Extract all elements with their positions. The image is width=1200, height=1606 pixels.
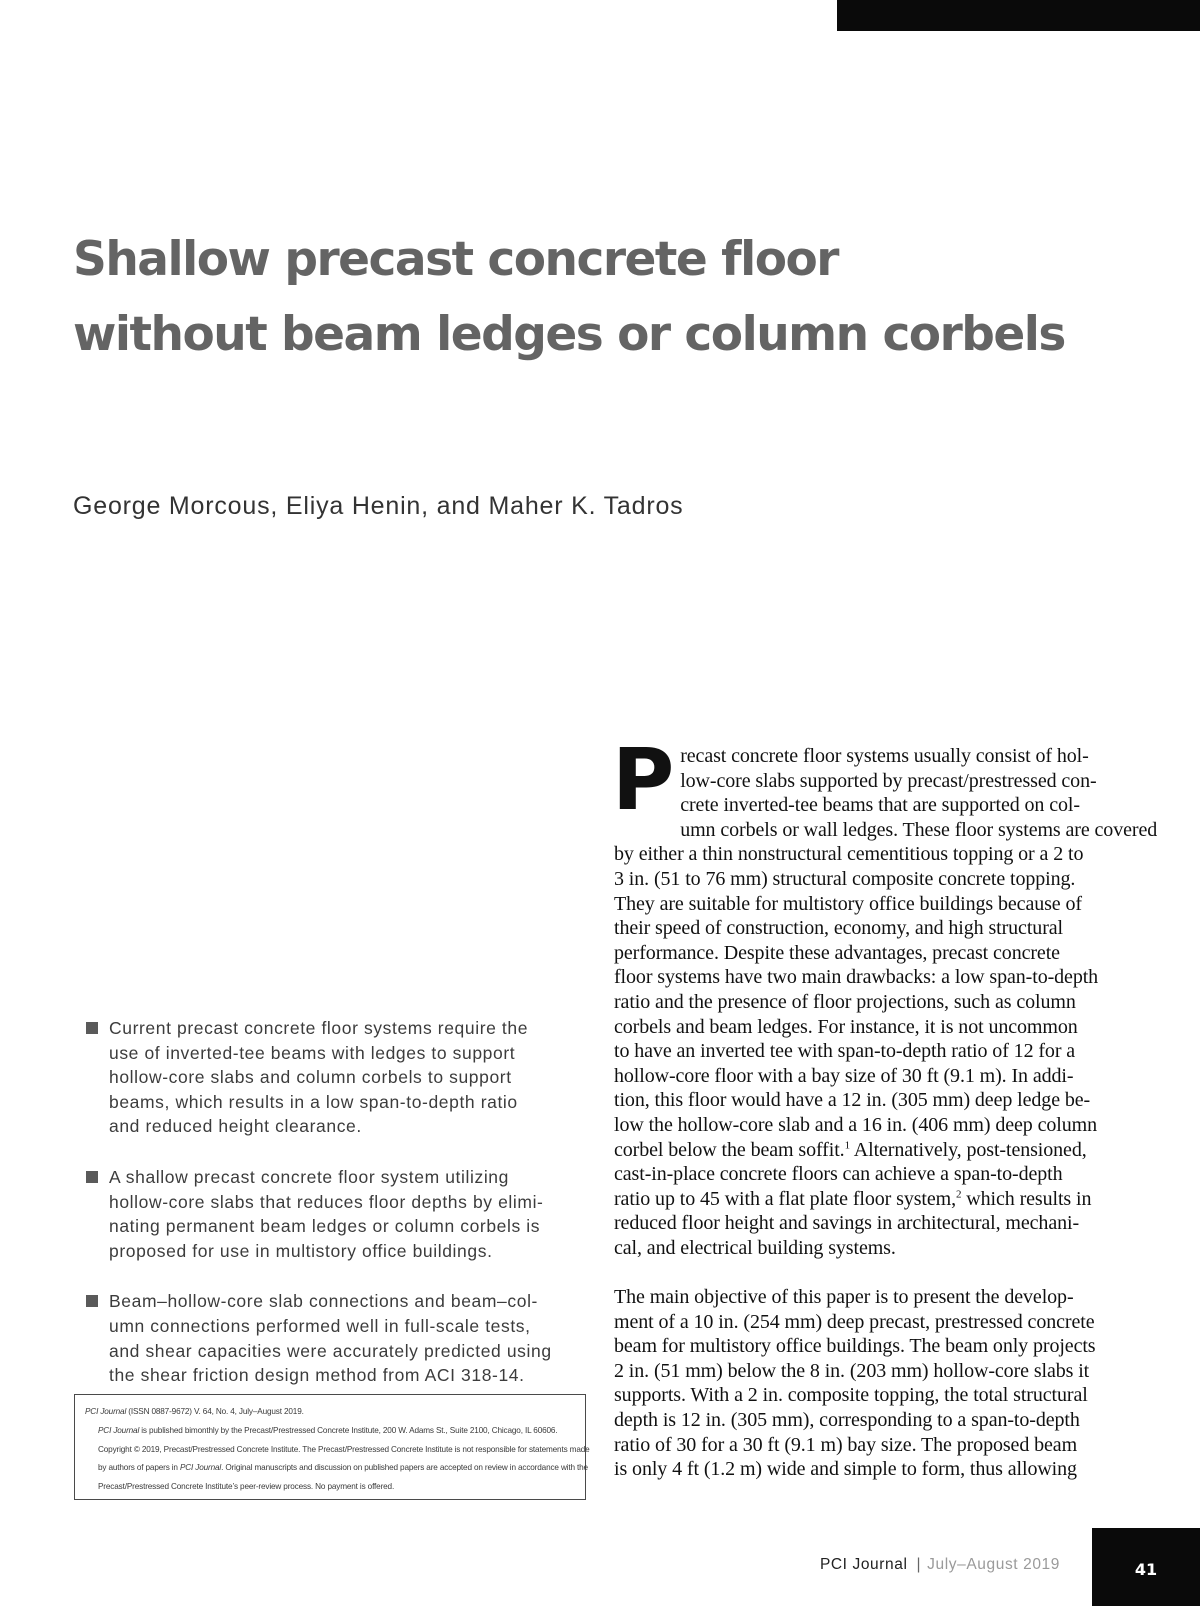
copyright-line: [85, 1403, 575, 1422]
copyright-notice: [74, 1394, 590, 1500]
body-line: their speed of construction, economy, and high structural: [614, 917, 1063, 940]
body-text: which results in: [961, 1187, 1092, 1210]
body-line: [614, 1187, 1114, 1212]
drop-cap: P: [612, 731, 675, 830]
key-point-line: proposed for use in multistory office buildings.: [109, 1240, 493, 1261]
square-bullet-icon: [86, 1171, 98, 1183]
footer-journal-name: PCI Journal: [819, 1556, 908, 1573]
body-line: ratio of 30 for a 30 ft (9.1 m) bay size. The proposed beam: [614, 1433, 1078, 1456]
body-text: Alternatively, post-tensioned,: [849, 1138, 1087, 1161]
copyright-line: [85, 1459, 588, 1478]
body-line: is only 4 ft (1.2 m) wide and simple to form, thus allowing: [614, 1458, 1077, 1481]
body-line: supports. With a 2 in. composite topping, the total structural: [614, 1384, 1088, 1407]
copyright-line: Copyright © 2019, Precast/Prestressed Concrete Institute. The Precast/Prestressed Concrete Institute is not responsible for statements made: [98, 1444, 590, 1454]
issn-text: (ISSN 0887-9672) V. 64, No. 4, July–August 2019.: [126, 1407, 304, 1416]
publisher-text: is published bimonthly by the Precast/Prestressed Concrete Institute, 200 W. Adams St., Suite 2100, Chicago, IL 60606.: [139, 1425, 558, 1435]
body-line: cal, and electrical building systems.: [614, 1236, 896, 1259]
review-text-start: by authors of papers in: [98, 1463, 180, 1473]
body-line: 3 in. (51 to 76 mm) structural composite concrete topping.: [614, 867, 1076, 890]
review-text-end: . Original manuscripts and discussion on published papers are accepted on review in accordance with the: [221, 1463, 588, 1473]
footer-issue-date: July–August 2019: [927, 1556, 1060, 1573]
reference-superscript: 1: [844, 1138, 850, 1151]
key-point-line: beams, which results in a low span-to-depth ratio: [109, 1091, 518, 1112]
body-line: floor systems have two main drawbacks: a low span-to-depth: [614, 966, 1099, 989]
body-line: crete inverted-tee beams that are supported on col-: [680, 794, 1080, 817]
key-point-line: use of inverted-tee beams with ledges to support: [109, 1042, 516, 1063]
key-point-line: Current precast concrete floor systems require the: [109, 1018, 529, 1038]
body-line: low the hollow-core slab and a 16 in. (406 mm) deep column: [614, 1113, 1097, 1136]
body-text: corbel below the beam soffit.: [614, 1138, 845, 1161]
key-point-line: the shear friction design method from ACI 318-14.: [109, 1365, 525, 1386]
body-line: tion, this floor would have a 12 in. (305 mm) deep ledge be-: [614, 1089, 1091, 1112]
key-point-item: [86, 1165, 586, 1263]
key-point-line: nating permanent beam ledges or column corbels is: [109, 1216, 541, 1237]
body-line: umn corbels or wall ledges. These floor systems are covered: [680, 818, 1158, 841]
page-footer: [820, 1556, 1060, 1574]
body-line: recast concrete floor systems usually consist of hol-: [680, 745, 1089, 767]
article-body: [612, 731, 1158, 1482]
body-line: ratio and the presence of floor projections, such as column: [614, 990, 1076, 1013]
body-line: The main objective of this paper is to present the develop-: [614, 1286, 1074, 1309]
body-line: to have an inverted tee with span-to-depth ratio of 12 for a: [614, 1040, 1076, 1063]
body-line: hollow-core floor with a bay size of 30 ft (9.1 m). In addi-: [614, 1064, 1074, 1087]
top-decorative-bar: [837, 0, 1200, 31]
body-text: ratio up to 45 with a flat plate floor system,: [614, 1187, 956, 1210]
key-point-line: hollow-core slabs and column corbels to support: [109, 1067, 512, 1088]
body-line: low-core slabs supported by precast/prestressed con-: [680, 769, 1097, 792]
key-point-line: umn connections performed well in full-scale tests,: [109, 1315, 531, 1336]
body-line: depth is 12 in. (305 mm), corresponding to a span-to-depth: [614, 1409, 1080, 1432]
key-point-line: and reduced height clearance.: [109, 1116, 362, 1137]
key-point-line: Beam–hollow-core slab connections and beam–col-: [109, 1291, 538, 1312]
author-list: George Morcous, Eliya Henin, and Maher K. Tadros: [73, 492, 684, 520]
copyright-line: Precast/Prestressed Concrete Institute’s peer-review process. No payment is offered.: [98, 1482, 395, 1492]
journal-name-italic: PCI Journal: [98, 1425, 140, 1435]
body-line: 2 in. (51 mm) below the 8 in. (203 mm) hollow-core slabs it: [614, 1359, 1090, 1382]
body-line: ment of a 10 in. (254 mm) deep precast, prestressed concrete: [614, 1310, 1095, 1333]
journal-name-italic: PCI Journal: [85, 1407, 127, 1416]
key-point-item: [86, 1289, 586, 1387]
square-bullet-icon: [86, 1295, 98, 1307]
title-line-2: without beam ledges or column corbels: [73, 307, 1065, 362]
key-point-line: A shallow precast concrete floor system utilizing: [109, 1166, 509, 1187]
body-line: corbels and beam ledges. For instance, it is not uncommon: [614, 1015, 1078, 1038]
copyright-line: [85, 1422, 575, 1441]
journal-name-italic: PCI Journal: [179, 1463, 222, 1473]
key-point-line: and shear capacities were accurately predicted using: [109, 1340, 552, 1361]
body-line: reduced floor height and savings in architectural, mechani-: [614, 1212, 1080, 1235]
reference-superscript: 2: [956, 1188, 962, 1201]
article-title: [73, 222, 1173, 372]
footer-separator: |: [916, 1556, 922, 1573]
key-point-item: [86, 1016, 586, 1139]
body-paragraph: [612, 731, 1158, 1260]
body-line: beam for multistory office buildings. The beam only projects: [614, 1335, 1096, 1358]
key-point-line: hollow-core slabs that reduces floor depths by elimi-: [109, 1191, 544, 1212]
key-points-list: [86, 1016, 586, 1414]
title-line-1: Shallow precast concrete floor: [73, 232, 838, 287]
page-number: 41: [1092, 1528, 1200, 1606]
body-line: by either a thin nonstructural cementitious topping or a 2 to: [614, 843, 1084, 866]
body-line: They are suitable for multistory office buildings because of: [614, 892, 1082, 915]
body-line: cast-in-place concrete floors can achieve a span-to-depth: [614, 1163, 1063, 1186]
body-line: [614, 1138, 1114, 1163]
square-bullet-icon: [86, 1022, 98, 1034]
body-paragraph: [614, 1285, 1114, 1482]
body-line: performance. Despite these advantages, precast concrete: [614, 941, 1060, 964]
